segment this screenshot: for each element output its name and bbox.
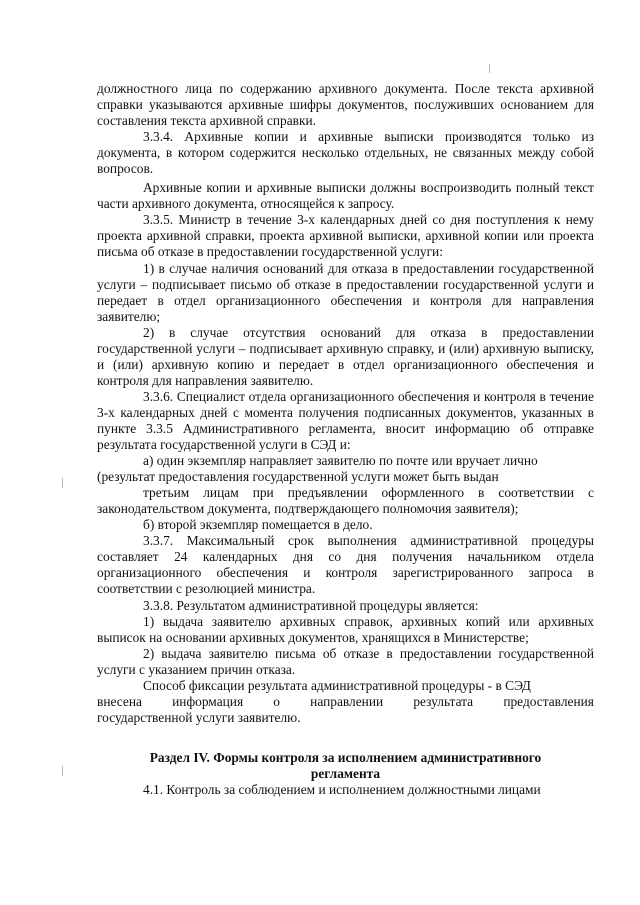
word: о [273,693,280,709]
paragraph: 1) выдача заявителю архивных справок, архивных копий или архивных выписок на основании архивных документов, хранящихся в Министерстве; [97,613,594,645]
scan-mark [489,64,490,73]
paragraph: должностного лица по содержанию архивного документа. После текста архивной справки указываются архивные шифры документов, послуживших основанием для составления текста архивной справки. [97,81,594,129]
word: результата [413,693,474,709]
word: внесена [97,693,142,709]
paragraph: государственной услуги заявителю. [97,709,301,725]
paragraph: третьим лицам при предъявлении оформленного в соответствии с законодательством документа, подтверждающего полномочия заявителя); [97,485,594,517]
paragraph: Архивные копии и архивные выписки должны воспроизводить полный текст части архивного документа, относящейся к запросу. [97,180,594,212]
spread-line [97,694,594,710]
paragraph: 2) в случае отсутствия оснований для отказа в предоставлении государственной услуги – подписывает архивную справку, и (или) архивную выписку, и (или) архивную копию и передает в отдел организационного обеспечения и контроля для направления заявителю. [97,324,594,388]
paragraph: а) один экземпляр направляет заявителю по почте или вручает лично [143,453,538,469]
section-heading: Раздел IV. Формы контроля за исполнением административного регламента [149,749,542,781]
paragraph: 3.3.5. Министр в течение 3-х календарных дней со дня поступления к нему проекта архивной справки, проекта архивной выписки, архивной копии или проекта письма об отказе в предоставлении государственной услуги: [97,212,594,260]
paragraph: 3.3.6. Специалист отдела организационного обеспечения и контроля в течение 3-х календарных дней с момента получения подписанных документов, указанных в пункте 3.3.5 Административного регламента, вносит информацию об отправке результата государственной услуги в СЭД и: [97,388,594,453]
scan-mark [62,766,63,776]
word: предоставления [503,693,594,709]
paragraph: (результат предоставления государственной услуги может быть выдан [97,469,499,485]
paragraph: Способ фиксации результата административной процедуры - в СЭД [143,677,531,693]
document-body [97,81,594,798]
paragraph: 2) выдача заявителю письма об отказе в предоставлении государственной услуги с указанием причин отказа. [97,645,594,677]
paragraph: 3.3.4. Архивные копии и архивные выписки производятся только из документа, в котором содержится несколько отдельных, не связанных между собой вопросов. [97,129,594,177]
word: направлении [310,693,384,709]
paragraph: 1) в случае наличия оснований для отказа в предоставлении государственной услуги – подписывает письмо об отказе в предоставлении государственной услуги и передает в отдел организационного обеспечения и контроля для направления заявителю; [97,260,594,324]
paragraph: 3.3.8. Результатом административной процедуры является: [143,597,479,613]
paragraph: 4.1. Контроль за соблюдением и исполнением должностными лицами [143,781,541,797]
scan-mark [62,478,63,488]
paragraph: 3.3.7. Максимальный срок выполнения административной процедуры составляет 24 календарных дня со дня получения начальником отдела организационного обеспечения и контроля зарегистрированного запроса в соответствии с резолюцией министра. [97,533,594,597]
word: информация [172,693,244,709]
paragraph: б) второй экземпляр помещается в дело. [143,517,373,533]
